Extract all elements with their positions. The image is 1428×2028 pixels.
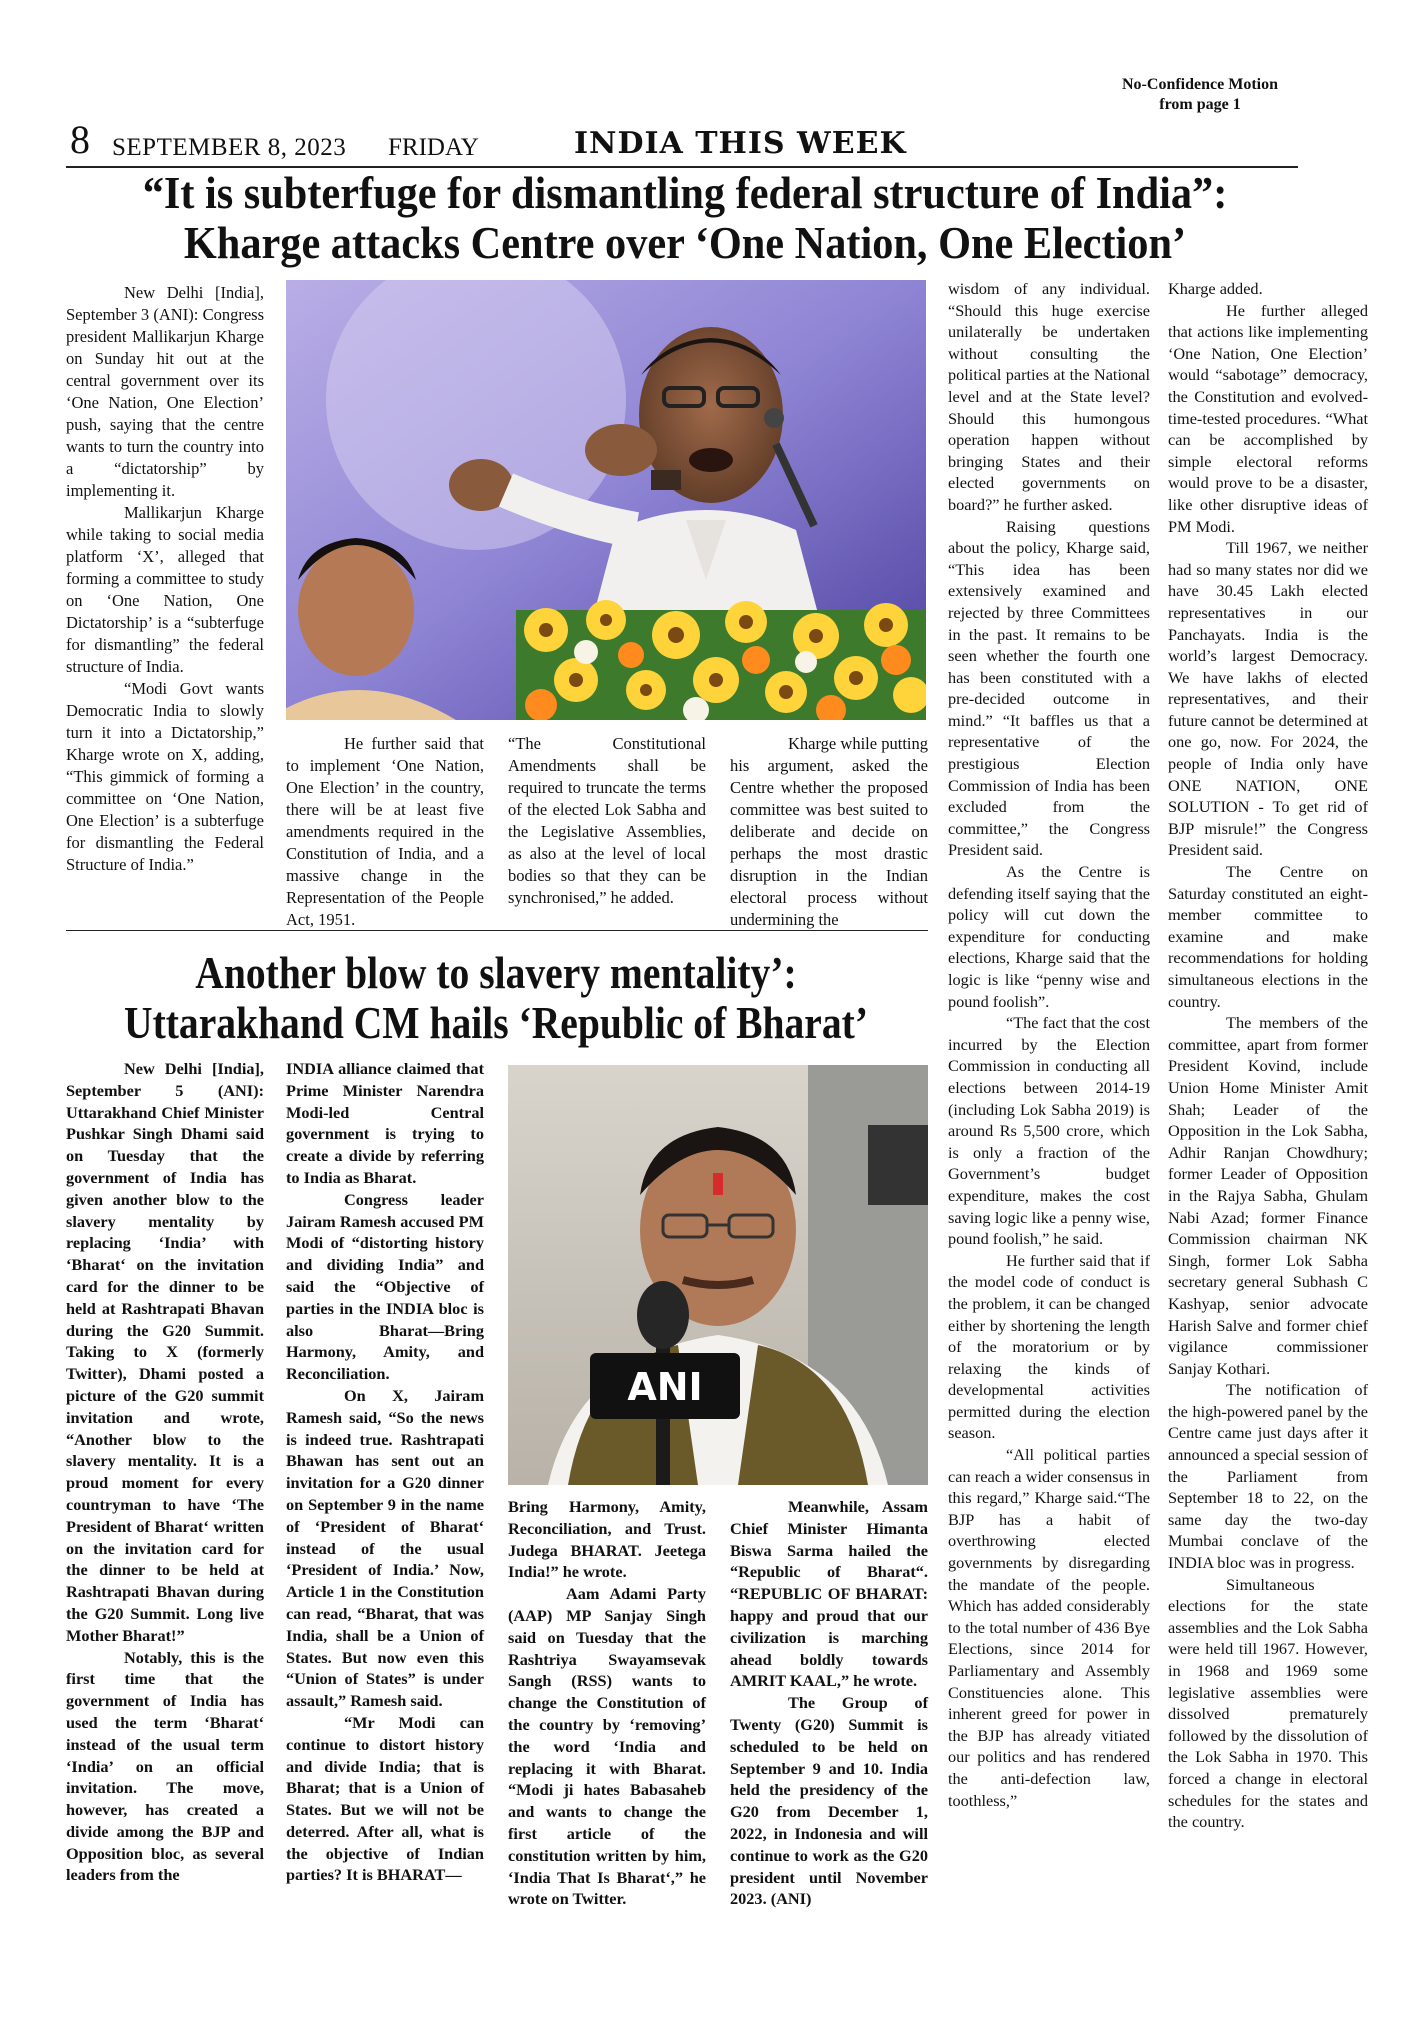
page-number: 8 <box>70 117 90 162</box>
issue-date: SEPTEMBER 8, 2023 <box>112 134 347 161</box>
jump-line-page: from page 1 <box>1159 96 1241 113</box>
story-divider <box>66 930 928 931</box>
story1-c2-p1: He further said that to implement ‘One Nation, One Election’ in the country, there will be at least five amendments required in the Constitution of India, and a massive change in the Representation of the People Act, 1951. <box>286 734 484 929</box>
story1-column-2 <box>286 733 484 931</box>
story1-headline-line1: “It is subterfuge for dismantling federal structure of India”: <box>142 167 1228 218</box>
story2-c2-p1: INDIA alliance claimed that Prime Minister Narendra Modi-led Central government is trying to create a divide by referring to India as Bharat. <box>286 1059 484 1187</box>
story2-c3-p2: Aam Adami Party (AAP) MP Sanjay Singh said on Tuesday that the Rashtriya Swayamsevak Sangh (RSS) wants to change the Constitution of the country by ‘removing’ the word ‘India and replacing it with Bharat. “Modi ji hates Babasaheb and wants to change the first article of the constitution written by him, ‘India That Is Bharat‘,” he wrote on Twitter. <box>508 1584 706 1909</box>
story1-c1-p1: New Delhi [India], September 3 (ANI): Congress president Mallikarjun Kharge on Sunday hit out at the central government over its ‘One Nation, One Election’ push, saying that the centre wants to turn the country into a “dictatorship” by implementing it. <box>66 283 264 500</box>
story1-column-6 <box>1168 278 1368 1833</box>
story1-c5-p3: As the Centre is defending itself saying that the policy will cut down the expenditure for conducting elections, Kharge said that the logic is like “penny wise and pound foolish”. <box>948 862 1150 1011</box>
story1-column-4 <box>730 733 928 931</box>
continuation-note <box>1100 75 1300 115</box>
story2-c4-p1: Meanwhile, Assam Chief Minister Himanta Biswa Sarma hailed the “Republic of Bharat“. “REPUBLIC OF BHARAT: happy and proud that our civilization is marching ahead boldly towards AMRIT KAAL,” he wrote. <box>730 1497 928 1691</box>
kharge-photo-graphic <box>286 280 926 720</box>
story1-c6-p1: Kharge added. <box>1168 279 1263 298</box>
story2-c1-p2: Notably, this is the first time that the government of India has used the term ‘Bharat‘ instead of the usual term ‘India’ on an official invitation. The move, however, has created a divide among the BJP and Opposition bloc, as several leaders from the <box>66 1647 264 1885</box>
story2-c4-p2: The Group of Twenty (G20) Summit is scheduled to be held on September 9 and 10. India held the presidency of the G20 from December 1, 2022, in Indonesia and will continue to work as the G20 president until November 2023. (ANI) <box>730 1693 928 1909</box>
story1-c6-p6: The notification of the high-powered panel by the Centre came just days after it announced a special session of the Parliament from September 18 to 22, on the same day the two-day Mumbai conclave of the INDIA bloc was in progress. <box>1168 1380 1368 1573</box>
story1-column-3 <box>508 733 706 909</box>
story1-c4-p1: Kharge while putting his argument, asked the Centre whether the proposed committee was best suited to deliberate and decide on perhaps the most drastic disruption in the Indian electoral process without undermining the <box>730 734 928 929</box>
story2-headline <box>60 948 932 1048</box>
photo-dhami-ani-mic <box>508 1065 928 1485</box>
mic-flag-label: ANI <box>627 1365 703 1409</box>
story1-c6-p3: Till 1967, we neither had so many states nor did we have 30.45 Lakh elected representatives in our Panchayats. India is the world’s largest Democracy. We have lakhs of elected representatives, and their future cannot be determined at one go, now. For 2024, the people of India only have ONE NATION, ONE SOLUTION - To get rid of BJP misrule!” the Congress President said. <box>1168 538 1368 860</box>
story1-c5-p1: wisdom of any individual. “Should this huge exercise unilaterally be undertaken without consulting the political parties at the National level and at the State level? Should this humongous operation happen without bringing States and their elected governments on board?” he further asked. <box>948 279 1150 514</box>
story1-c5-p5: He further said that if the model code of conduct is the problem, it can be changed either by shortening the length of the moratorium or by relaxing the kinds of developmental activities permitted during the election season. <box>948 1250 1150 1443</box>
story2-column-3 <box>508 1496 706 1910</box>
story2-c2-p3: On X, Jairam Ramesh said, “So the news is indeed true. Rashtrapati Bhawan has sent out an invitation for a G20 dinner on September 9 in the name of ‘President of Bharat‘ instead of the usual ‘President of India.’ Now, Article 1 in the Constitution can read, “Bharat, that was India, shall be a Union of States. But now even this “Union of States” is under assault,” Ramesh said. <box>286 1385 484 1711</box>
story1-headline <box>60 168 1310 268</box>
story2-column-1 <box>66 1058 264 1886</box>
story2-headline-line2: Uttarakhand CM hails ‘Republic of Bharat’ <box>123 997 868 1048</box>
story1-c5-p6: “All political parties can reach a wider consensus in this regard,” Kharge said.“The BJP has a habit of overthrowing elected governments by disregarding the mandate of the people. Which has added considerably to the total number of 436 Bye Elections, since 2014 for Parliamentary and Assembly Constituencies alone. This inherent greed for power in the BJP has already vitiated our politics and has rendered the anti-defection law, toothless,” <box>948 1445 1150 1810</box>
story2-c2-p2: Congress leader Jairam Ramesh accused PM Modi of “distorting history and dividing India” and said the “Objective of parties in the INDIA bloc is also Bharat—Bring Harmony, Amity, and Reconciliation. <box>286 1189 484 1384</box>
story1-c6-p5: The members of the committee, apart from former President Kovind, include Union Home Minister Amit Shah; Leader of the Opposition in the Lok Sabha, Adhir Ranjan Chowdhury; former Leader of Opposition in the Rajya Sabha, Ghulam Nabi Azad; former Finance Commission chairman NK Singh, former Lok Sabha secretary general Subhash C Kashyap, senior advocate Harish Salve and former chief vigilance commissioner Sanjay Kothari. <box>1168 1013 1368 1378</box>
story1-c1-p3: “Modi Govt wants Democratic India to slowly turn it into a Dictatorship,” Kharge wrote on X, adding, “This gimmick of forming a committee on ‘One Nation, One Election’ is a subterfuge for dismantling the Federal Structure of India.” <box>66 679 264 874</box>
masthead: INDIA THIS WEEK <box>574 126 907 161</box>
story2-c2-p4: “Mr Modi can continue to distort history and divide India; that is Bharat; that is a Union of States. But we will not be deterred. After all, what is the objective of Indian parties? It is BHARAT— <box>286 1712 484 1885</box>
story1-column-1 <box>66 282 264 876</box>
story2-c1-p1: New Delhi [India], September 5 (ANI): Uttarakhand Chief Minister Pushkar Singh Dhami said on Tuesday that the government of India has given another blow to the slavery mentality by replacing ‘India’ with ‘Bharat‘ on the invitation card for the dinner to be held at Rashtrapati Bhavan during the G20 Summit. Taking to X (formerly Twitter), Dhami posted a picture of the G20 summit invitation and wrote, “Another blow to the slavery mentality. It is a proud moment for every countryman to have ‘The President of Bharat‘ written on the invitation card for the dinner to be held at Rashtrapati Bhavan during the G20 Summit. Long live Mother Bharat!” <box>66 1059 264 1645</box>
jump-line-title: No-Confidence Motion <box>1122 76 1278 93</box>
story1-c6-p2: He further alleged that actions like implementing ‘One Nation, One Election’ would “sabotage” democracy, the Constitution and evolved-time-tested procedures. “What can be accomplished by simple electoral reforms would prove to be a disaster, like other disruptive ideas of PM Modi. <box>1168 300 1368 536</box>
dhami-photo-graphic <box>508 1065 928 1485</box>
story2-c3-p1: Bring Harmony, Amity, Reconciliation, and Trust. Judega BHARAT. Jeetega India!” he wrote. <box>508 1497 706 1582</box>
story2-column-2 <box>286 1058 484 1886</box>
story2-headline-line1: Another blow to slavery mentality’: <box>195 947 797 998</box>
story1-c6-p7: Simultaneous elections for the state assemblies and the Lok Sabha were held till 1967. However, in 1968 and 1969 some legislative assemblies were dissolved prematurely followed by the dissolution of the Lok Sabha in 1970. This forced a change in electoral schedules for the states and the country. <box>1168 1574 1368 1832</box>
story1-c5-p4: “The fact that the cost incurred by the Election Commission in conducting all elections between 2014-19 (including Lok Sabha 2019) is around Rs 5,500 crore, which is only a fraction of the Government’s budget expenditure, makes the cost saving logic like a penny wise, pound foolish,” he said. <box>948 1013 1150 1249</box>
story1-headline-line2: Kharge attacks Centre over ‘One Nation, One Election’ <box>183 217 1187 268</box>
story1-c5-p2: Raising questions about the policy, Kharge said, “This idea has been extensively examined and rejected by three Committees in the past. It remains to be seen whether the fourth one has been constituted with a pre-decided outcome in mind.” “It baffles us that a representative of the prestigious Election Commission of India has been excluded from the committee,” the Congress President said. <box>948 516 1150 860</box>
photo-kharge-speaking <box>286 280 926 720</box>
story2-column-4 <box>730 1496 928 1910</box>
story1-column-5 <box>948 278 1150 1811</box>
story1-c6-p4: The Centre on Saturday constituted an eight-member committee to examine and make recommendations for holding simultaneous elections in the country. <box>1168 862 1368 1011</box>
story1-c3-p1: “The Constitutional Amendments shall be required to truncate the terms of the elected Lok Sabha and the Legislative Assemblies, as also at the level of local bodies so that they can be synchronised,” he added. <box>508 734 706 907</box>
story1-c1-p2: Mallikarjun Kharge while taking to social media platform ‘X’, alleged that forming a committee to study on ‘One Nation, One Dictatorship’ is a “subterfuge for dismantling” the federal structure of India. <box>66 503 264 676</box>
issue-day: FRIDAY <box>388 134 479 161</box>
